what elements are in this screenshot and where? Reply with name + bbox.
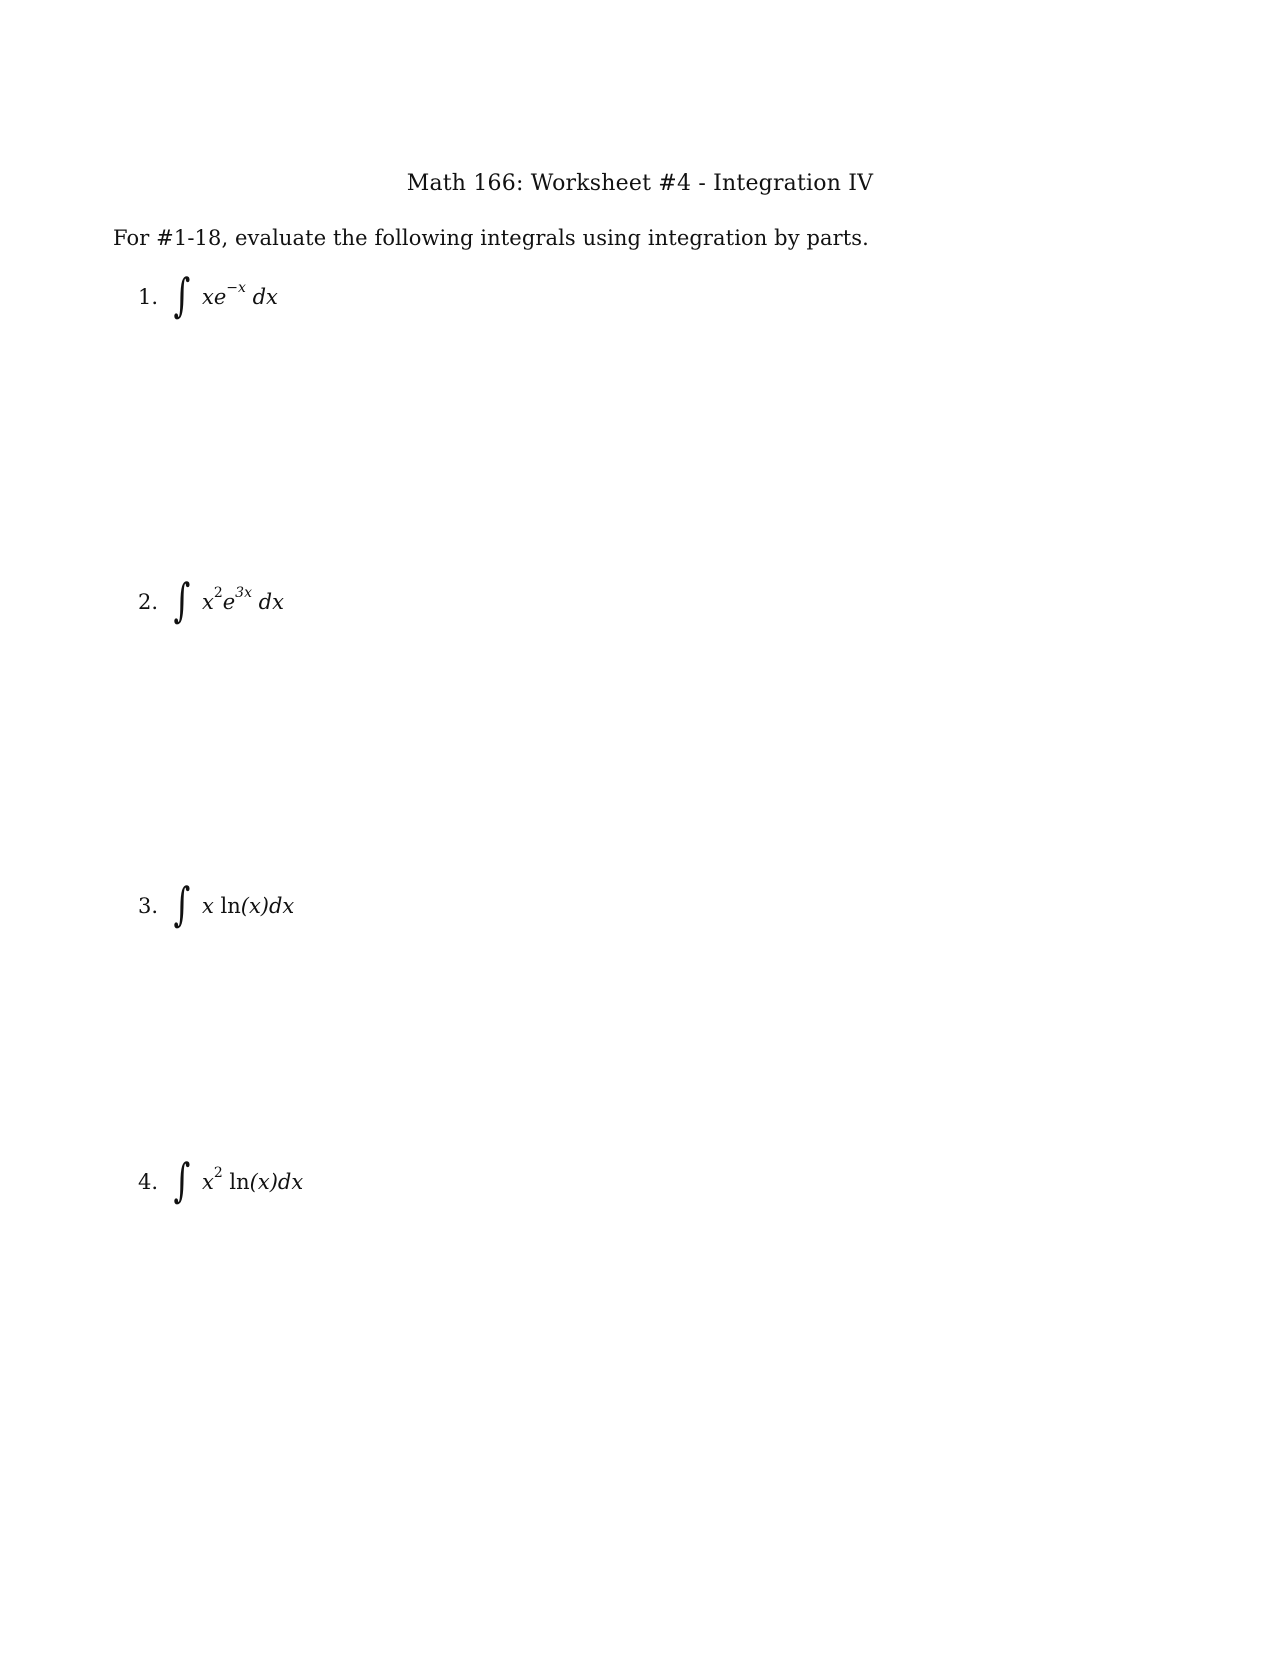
problem-1 (138, 265, 278, 329)
instructions-text: For #1-18, evaluate the following integrals using integration by parts. (113, 226, 869, 250)
integral-symbol: ∫ (173, 573, 191, 627)
ln-argument: (x) (240, 894, 269, 918)
integrand-expression (201, 585, 284, 614)
integrand-expression (202, 894, 294, 918)
differential: dx (277, 1170, 304, 1194)
differential: dx (252, 285, 278, 309)
ln-function: ln (220, 894, 241, 918)
exponent: −x (226, 280, 246, 296)
problem-number: 4. (138, 1170, 159, 1194)
ln-function: ln (229, 1170, 250, 1194)
problem-2 (138, 570, 284, 634)
differential: dx (268, 894, 295, 918)
x-exponent: 2 (213, 1165, 223, 1181)
problem-3 (138, 874, 294, 938)
worksheet-title: Math 166: Worksheet #4 - Integration IV (406, 171, 874, 196)
problem-number: 1. (138, 285, 159, 309)
problem-number: 3. (138, 894, 159, 918)
integral-symbol: ∫ (173, 877, 191, 931)
problem-number: 2. (138, 590, 159, 614)
integrand-expression (201, 1165, 304, 1194)
term-x: x (201, 894, 214, 918)
term-x: x (201, 590, 214, 614)
term-x: x (201, 1170, 214, 1194)
problem-4 (138, 1150, 303, 1214)
term-x: x (201, 285, 214, 309)
differential: dx (258, 590, 284, 614)
exponent: 3x (235, 585, 252, 601)
term-e: e (213, 285, 227, 309)
integrand-expression (201, 280, 278, 309)
x-exponent: 2 (213, 585, 223, 601)
term-e: e (222, 590, 236, 614)
integral-symbol: ∫ (173, 268, 191, 322)
integral-symbol: ∫ (173, 1153, 191, 1207)
ln-argument: (x) (249, 1170, 278, 1194)
